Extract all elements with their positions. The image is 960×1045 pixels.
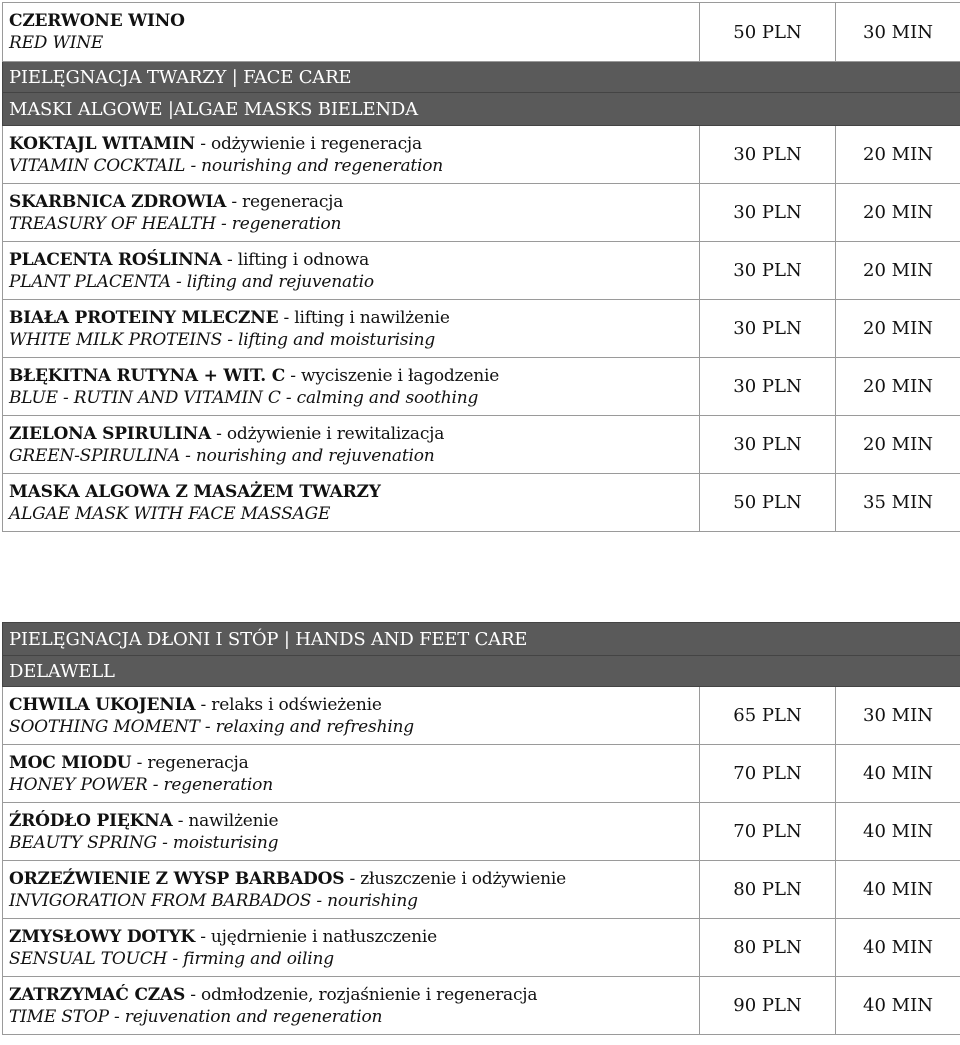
name-en: TIME STOP	[9, 1006, 109, 1027]
desc-en: - regeneration	[147, 774, 273, 795]
name-pl: CZERWONE WINO	[9, 11, 185, 31]
name-pl: ZATRZYMAĆ CZAS	[9, 984, 186, 1005]
item-name-en	[9, 774, 693, 796]
duration: 20 MIN	[836, 300, 960, 358]
item-name-pl	[9, 984, 693, 1006]
duration: 20 MIN	[836, 126, 960, 184]
desc-en: - lifting and rejuvenatio	[170, 271, 374, 292]
price: 30 PLN	[700, 184, 836, 242]
desc-en: - moisturising	[156, 832, 279, 853]
desc-en: - rejuvenation and regeneration	[108, 1006, 383, 1027]
menu-row	[3, 242, 960, 300]
desc-en: - lifting and moisturising	[222, 329, 436, 350]
price: 90 PLN	[700, 977, 836, 1035]
name-pl: SKARBNICA ZDROWIA	[9, 191, 227, 212]
item-name-cell	[3, 919, 700, 977]
duration: 40 MIN	[836, 745, 960, 803]
name-en: SOOTHING MOMENT	[9, 716, 200, 737]
name-en: BLUE - RUTIN AND VITAMIN C	[9, 387, 281, 408]
price: 30 PLN	[700, 416, 836, 474]
name-pl: ORZEŹWIENIE Z WYSP BARBADOS	[9, 868, 345, 889]
section-subtitle: DELAWELL	[3, 656, 960, 687]
desc-pl: - odżywienie i regeneracja	[195, 133, 422, 154]
desc-pl: - regeneracja	[226, 191, 344, 212]
item-name-en	[9, 213, 693, 235]
item-name-pl	[9, 868, 693, 890]
desc-en: - firming and oiling	[167, 948, 334, 969]
price: 30 PLN	[700, 300, 836, 358]
desc-en: - nourishing and regeneration	[185, 155, 444, 176]
duration: 30 MIN	[836, 3, 960, 62]
section-title: PIELĘGNACJA DŁONI I STÓP | HANDS AND FEET CARE	[3, 623, 960, 656]
name-pl: MOC MIODU	[9, 752, 132, 773]
price: 70 PLN	[700, 745, 836, 803]
price: 50 PLN	[700, 474, 836, 532]
name-en: GREEN-SPIRULINA	[9, 445, 180, 466]
menu-row	[3, 126, 960, 184]
name-pl: BŁĘKITNA RUTYNA + WIT. C	[9, 365, 286, 386]
name-en: PLANT PLACENTA	[9, 271, 171, 292]
name-pl: PLACENTA ROŚLINNA	[9, 249, 222, 270]
price: 70 PLN	[700, 803, 836, 861]
menu-row-red-wine	[3, 3, 960, 62]
item-name-pl	[9, 191, 693, 213]
item-name-en	[9, 1006, 693, 1028]
hands-feet-table	[2, 622, 960, 1035]
price: 80 PLN	[700, 861, 836, 919]
face-care-table	[2, 2, 960, 532]
price: 30 PLN	[700, 358, 836, 416]
menu-row	[3, 474, 960, 532]
desc-pl: - złuszczenie i odżywienie	[344, 868, 566, 889]
duration: 20 MIN	[836, 416, 960, 474]
menu-row	[3, 861, 960, 919]
section-title: PIELĘGNACJA TWARZY | FACE CARE	[3, 62, 960, 93]
menu-row	[3, 919, 960, 977]
price: 30 PLN	[700, 242, 836, 300]
desc-pl: - relaks i odświeżenie	[195, 694, 382, 715]
item-name-pl	[9, 694, 693, 716]
desc-en: - relaxing and refreshing	[199, 716, 414, 737]
item-name-cell	[3, 861, 700, 919]
item-name-cell	[3, 745, 700, 803]
item-name-en	[9, 155, 693, 177]
name-en: HONEY POWER	[9, 774, 148, 795]
item-name-pl	[9, 133, 693, 155]
price: 50 PLN	[700, 3, 836, 62]
item-name-cell	[3, 300, 700, 358]
hands-feet-items	[3, 687, 960, 1035]
item-name-pl	[9, 752, 693, 774]
name-en: RED WINE	[9, 33, 104, 53]
item-name-en	[9, 948, 693, 970]
desc-pl: - odżywienie i rewitalizacja	[210, 423, 445, 444]
item-name-en	[9, 890, 693, 912]
desc-en: - nourishing and rejuvenation	[179, 445, 435, 466]
name-en: TREASURY OF HEALTH	[9, 213, 216, 234]
name-pl: ZIELONA SPIRULINA	[9, 423, 211, 444]
desc-en: - regeneration	[215, 213, 342, 234]
menu-row	[3, 300, 960, 358]
menu-row	[3, 358, 960, 416]
menu-row	[3, 416, 960, 474]
duration: 20 MIN	[836, 358, 960, 416]
section-header-hands-feet	[3, 623, 960, 656]
desc-pl: - ujędrnienie i natłuszczenie	[194, 926, 438, 947]
name-en: SENSUAL TOUCH	[9, 948, 168, 969]
menu-row	[3, 745, 960, 803]
item-name-pl	[9, 249, 693, 271]
duration: 40 MIN	[836, 803, 960, 861]
desc-pl: - odmłodzenie, rozjaśnienie i regeneracja	[185, 984, 538, 1005]
section-subheader-algae-masks	[3, 93, 960, 126]
item-name-cell	[3, 977, 700, 1035]
section-subtitle: MASKI ALGOWE |ALGAE MASKS BIELENDA	[3, 93, 960, 126]
item-name-en	[9, 832, 693, 854]
name-en: VITAMIN COCKTAIL	[9, 155, 186, 176]
item-name-pl	[9, 423, 693, 445]
name-pl: ZMYSŁOWY DOTYK	[9, 926, 195, 947]
item-name-cell	[3, 358, 700, 416]
name-pl: ŹRÓDŁO PIĘKNA	[9, 810, 173, 831]
name-en: ALGAE MASK WITH FACE MASSAGE	[9, 503, 331, 524]
duration: 40 MIN	[836, 861, 960, 919]
section-header-face-care	[3, 62, 960, 93]
name-pl: CHWILA UKOJENIA	[9, 694, 196, 715]
name-en: BEAUTY SPRING	[9, 832, 157, 853]
item-name-cell	[3, 242, 700, 300]
item-name-en	[9, 271, 693, 293]
desc-pl: - nawilżenie	[172, 810, 279, 831]
desc-pl: - lifting i odnowa	[221, 249, 370, 270]
item-name-en	[9, 503, 693, 525]
menu-row	[3, 803, 960, 861]
menu-row	[3, 184, 960, 242]
desc-en: - calming and soothing	[280, 387, 479, 408]
item-name-en	[9, 329, 693, 351]
name-en: INVIGORATION FROM BARBADOS	[9, 890, 312, 911]
face-care-items	[3, 126, 960, 532]
price: 30 PLN	[700, 126, 836, 184]
duration: 30 MIN	[836, 687, 960, 745]
desc-pl: - regeneracja	[131, 752, 249, 773]
duration: 40 MIN	[836, 919, 960, 977]
menu-row	[3, 687, 960, 745]
name-pl: KOKTAJL WITAMIN	[9, 133, 195, 154]
item-name-pl	[9, 10, 693, 32]
duration: 40 MIN	[836, 977, 960, 1035]
item-name-pl	[9, 926, 693, 948]
item-name-cell	[3, 3, 700, 62]
name-pl: BIAŁA PROTEINY MLECZNE	[9, 307, 279, 328]
name-en: WHITE MILK PROTEINS	[9, 329, 223, 350]
desc-en: - nourishing	[311, 890, 418, 911]
item-name-en	[9, 387, 693, 409]
section-subheader-delawell	[3, 656, 960, 687]
item-name-en	[9, 445, 693, 467]
item-name-cell	[3, 803, 700, 861]
duration: 20 MIN	[836, 242, 960, 300]
item-name-en	[9, 32, 693, 54]
duration: 20 MIN	[836, 184, 960, 242]
item-name-pl	[9, 481, 693, 503]
item-name-cell	[3, 126, 700, 184]
item-name-cell	[3, 474, 700, 532]
desc-pl: - lifting i nawilżenie	[278, 307, 450, 328]
item-name-cell	[3, 184, 700, 242]
item-name-pl	[9, 810, 693, 832]
desc-pl: - wyciszenie i łagodzenie	[285, 365, 500, 386]
duration: 35 MIN	[836, 474, 960, 532]
name-pl: MASKA ALGOWA Z MASAŻEM TWARZY	[9, 481, 381, 502]
item-name-en	[9, 716, 693, 738]
item-name-pl	[9, 307, 693, 329]
price: 80 PLN	[700, 919, 836, 977]
menu-row	[3, 977, 960, 1035]
item-name-cell	[3, 687, 700, 745]
item-name-cell	[3, 416, 700, 474]
item-name-pl	[9, 365, 693, 387]
price: 65 PLN	[700, 687, 836, 745]
